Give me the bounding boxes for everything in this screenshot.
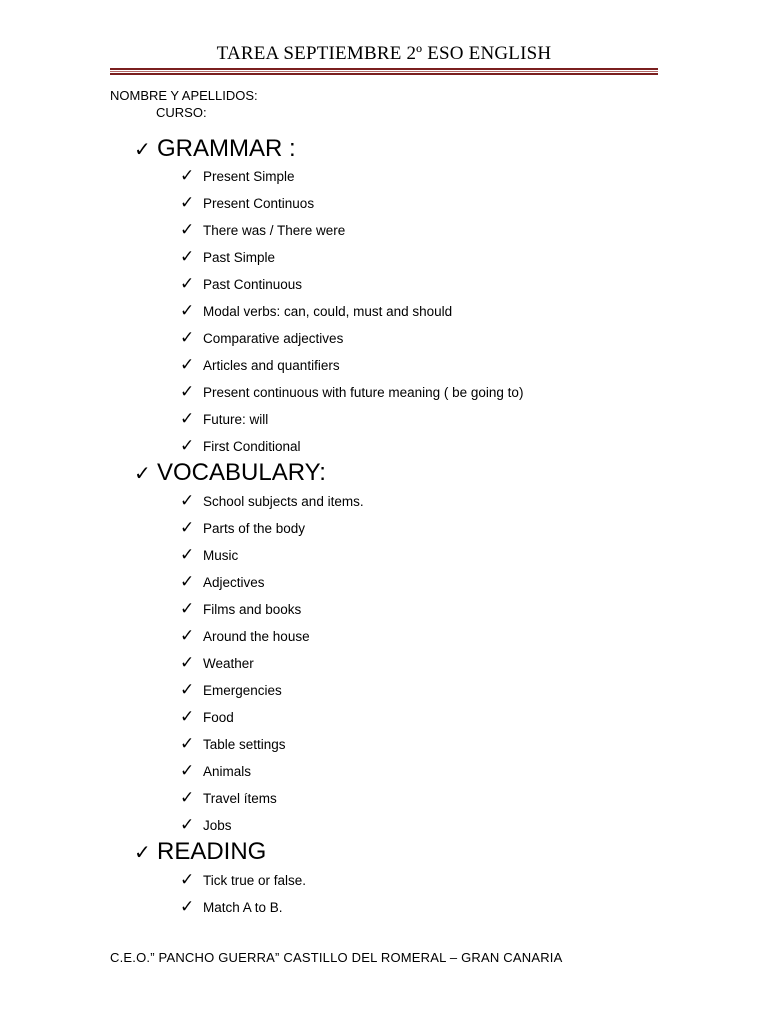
list-item: ✓ School subjects and items. (180, 491, 364, 510)
list-item: ✓ Table settings (180, 734, 286, 753)
list-item: ✓ Music (180, 545, 239, 564)
checkmark-icon: ✓ (134, 463, 151, 485)
checkmark-icon: ✓ (180, 193, 195, 212)
section-grammar (134, 135, 296, 163)
list-item: ✓ Jobs (180, 815, 232, 834)
checkmark-icon: ✓ (180, 220, 195, 239)
checkmark-icon: ✓ (180, 707, 195, 726)
list-item: ✓ Comparative adjectives (180, 328, 344, 347)
list-item: ✓ Past Continuous (180, 274, 303, 293)
list-item: ✓ Modal verbs: can, could, must and should (180, 301, 453, 320)
list-item: ✓ Adjectives (180, 572, 265, 591)
list-item: ✓ Parts of the body (180, 518, 306, 537)
checkmark-icon: ✓ (180, 382, 195, 401)
checkmark-icon: ✓ (180, 166, 195, 185)
checkmark-icon: ✓ (180, 355, 195, 374)
list-item: ✓ Present continuous with future meaning ( be going to) (180, 382, 524, 401)
section-vocabulary (134, 459, 326, 487)
list-item: ✓ There was / There were (180, 220, 346, 239)
checkmark-icon: ✓ (180, 870, 195, 889)
checkmark-icon: ✓ (180, 815, 195, 834)
section-title: READING (157, 838, 267, 865)
list-item: ✓ Match A to B. (180, 897, 283, 916)
checkmark-icon: ✓ (180, 626, 195, 645)
list-item: ✓ Articles and quantifiers (180, 355, 340, 374)
checkmark-icon: ✓ (180, 599, 195, 618)
checkmark-icon: ✓ (180, 328, 195, 347)
checkmark-icon: ✓ (134, 842, 151, 864)
list-item: ✓ Future: will (180, 409, 269, 428)
page-title: TAREA SEPTIEMBRE 2º ESO ENGLISH (216, 43, 552, 64)
list-item: ✓ First Conditional (180, 436, 301, 455)
course-label: CURSO: (156, 105, 207, 120)
list-item: ✓ Animals (180, 761, 252, 780)
list-item: ✓ Weather (180, 653, 254, 672)
checkmark-icon: ✓ (180, 518, 195, 537)
checkmark-icon: ✓ (180, 491, 195, 510)
checkmark-icon: ✓ (180, 897, 195, 916)
list-item: ✓ Past Simple (180, 247, 276, 266)
list-item: ✓ Films and books (180, 599, 302, 618)
list-item: ✓ Tick true or false. (180, 870, 307, 889)
checkmark-icon: ✓ (180, 301, 195, 320)
header-divider (110, 68, 658, 75)
section-reading (134, 838, 266, 866)
checkmark-icon: ✓ (180, 761, 195, 780)
checkmark-icon: ✓ (180, 409, 195, 428)
list-item: ✓ Present Simple (180, 166, 295, 185)
list-item: ✓ Present Continuos (180, 193, 315, 212)
checkmark-icon: ✓ (134, 139, 151, 161)
checkmark-icon: ✓ (180, 247, 195, 266)
list-item: ✓ Food (180, 707, 234, 726)
page-footer: C.E.O.” PANCHO GUERRA” CASTILLO DEL ROMERAL – GRAN CANARIA (110, 950, 563, 965)
checkmark-icon: ✓ (180, 572, 195, 591)
list-item: ✓ Around the house (180, 626, 310, 645)
checkmark-icon: ✓ (180, 680, 195, 699)
list-item: ✓ Travel ítems (180, 788, 277, 807)
section-title: VOCABULARY: (157, 459, 326, 486)
checkmark-icon: ✓ (180, 436, 195, 455)
name-label: NOMBRE Y APELLIDOS: (110, 88, 258, 103)
checkmark-icon: ✓ (180, 653, 195, 672)
checkmark-icon: ✓ (180, 734, 195, 753)
list-item: ✓ Emergencies (180, 680, 282, 699)
checkmark-icon: ✓ (180, 274, 195, 293)
checkmark-icon: ✓ (180, 545, 195, 564)
checkmark-icon: ✓ (180, 788, 195, 807)
section-title: GRAMMAR : (157, 135, 296, 162)
